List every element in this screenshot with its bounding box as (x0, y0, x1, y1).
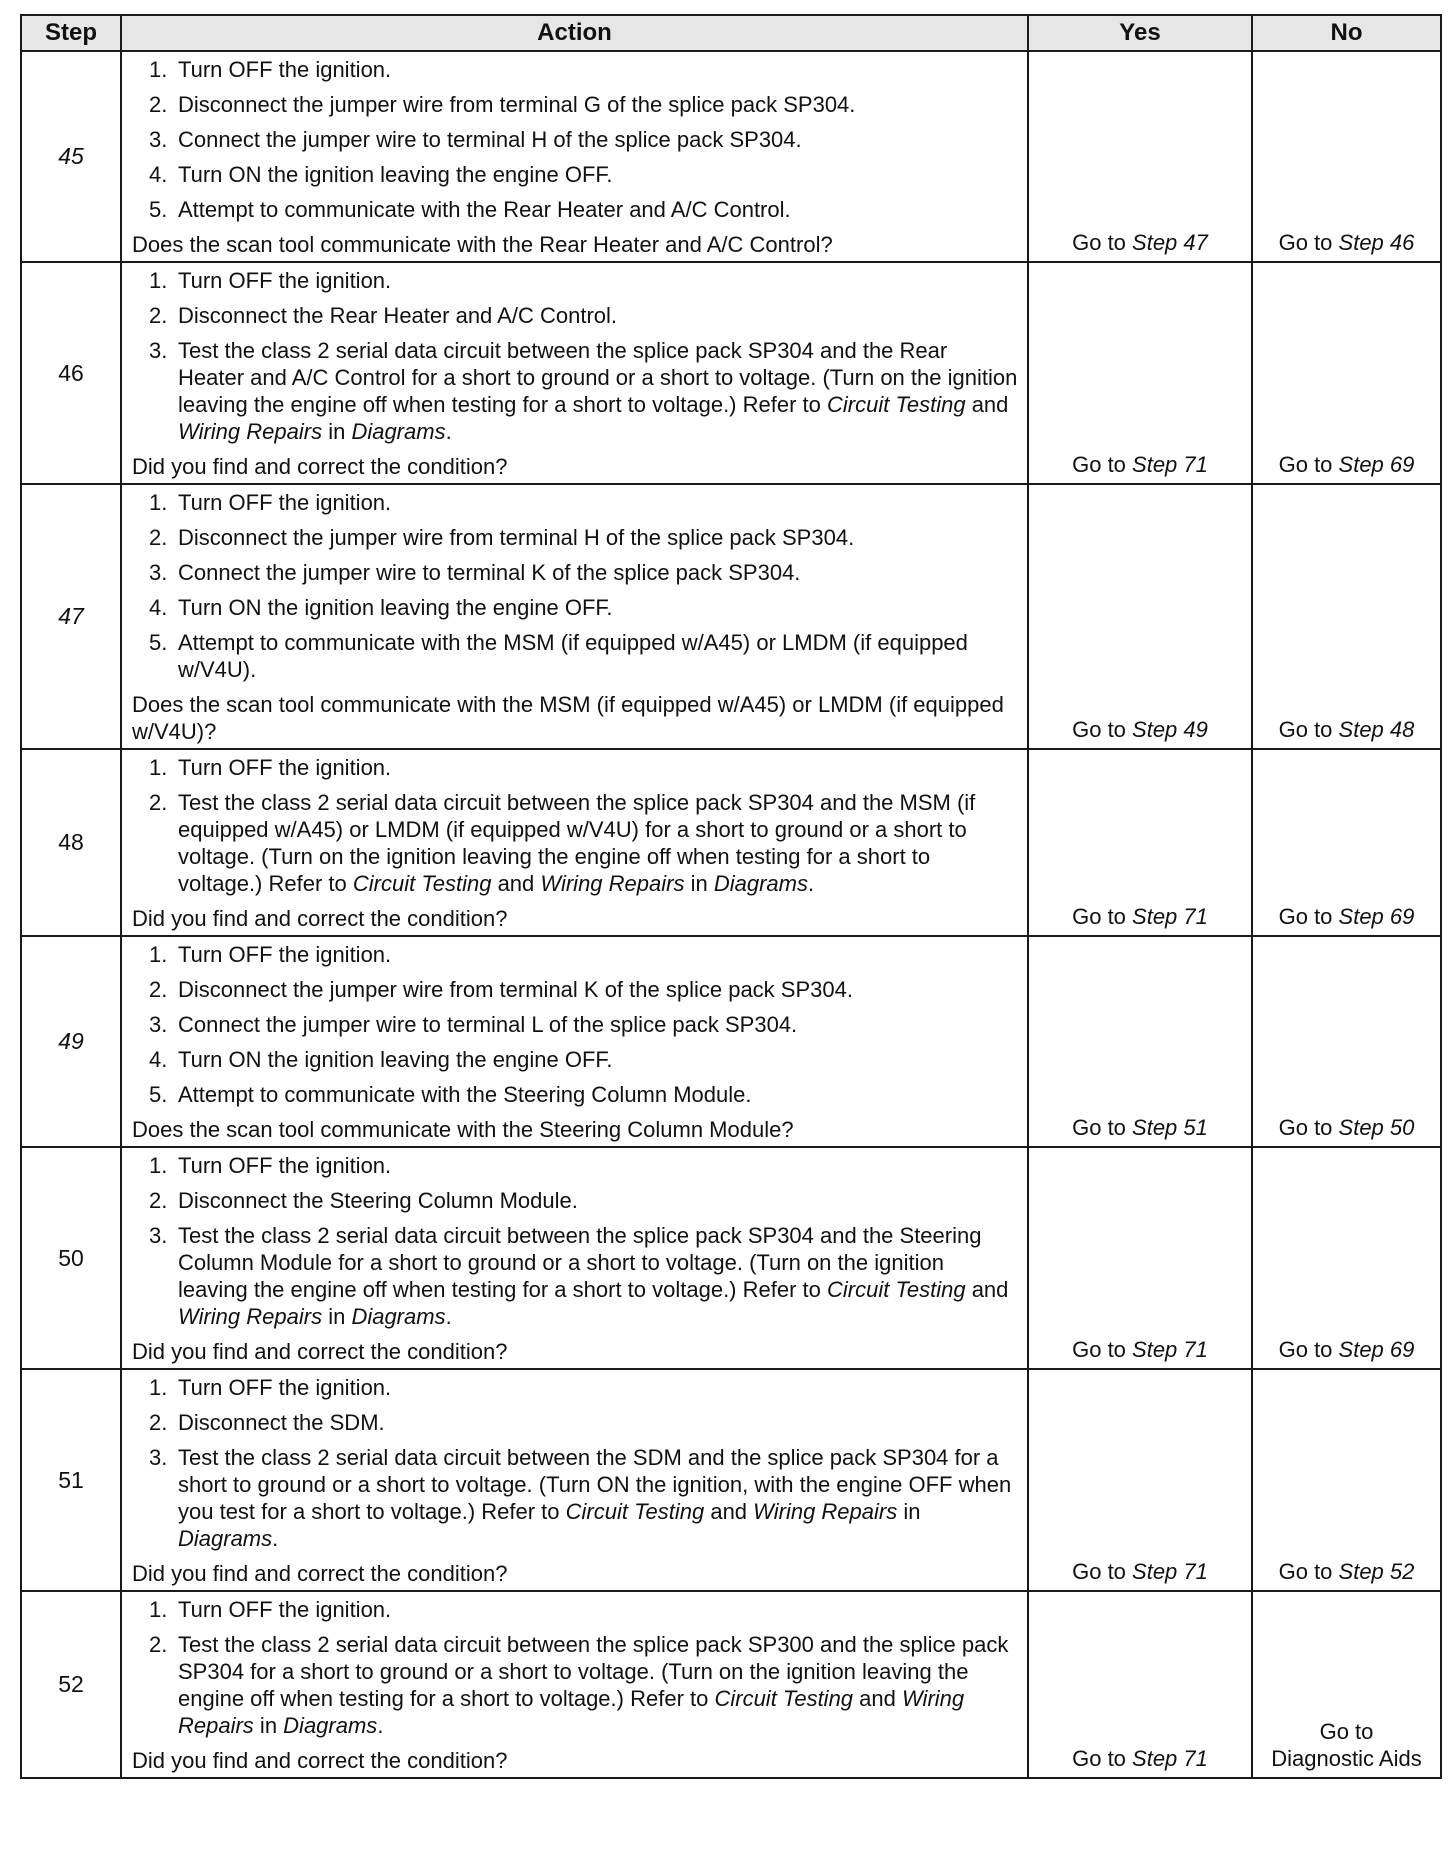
yes-cell: Go to Step 47 (1028, 51, 1252, 262)
diagnostic-table-page (20, 14, 1440, 1779)
table-row (21, 1591, 1441, 1778)
table-row (21, 484, 1441, 749)
step-link[interactable]: Step 69 (1338, 452, 1415, 477)
action-cell (121, 749, 1028, 936)
header-yes: Yes (1028, 15, 1252, 51)
list-item: 1. Turn OFF the ignition. (149, 268, 392, 293)
yes-cell: Go to Step 51 (1028, 936, 1252, 1147)
yes-cell: Go to Step 71 (1028, 1369, 1252, 1591)
list-item: 1. Turn OFF the ignition. (149, 755, 392, 780)
list-item: 2. Disconnect the jumper wire from terminal K of the splice pack SP304. (149, 977, 853, 1002)
step-link[interactable]: Step 71 (1132, 904, 1208, 929)
table-row (21, 51, 1441, 262)
action-cell (121, 1147, 1028, 1369)
step-link[interactable]: Step 48 (1338, 717, 1415, 742)
list-item: 3. Test the class 2 serial data circuit between the SDM and the splice pack SP304 for a short to ground or a short to voltage. (Turn ON the ignition, with the engine OFF when you test for a short to voltage.) Refer to Circuit Testing and Wiring Repairs in Diagrams. (149, 1445, 1012, 1551)
list-item: 1. Turn OFF the ignition. (149, 942, 392, 967)
no-cell: Go to Step 46 (1252, 51, 1441, 262)
header-action: Action (121, 15, 1028, 51)
diagnostic-aids-link[interactable]: Diagnostic Aids (1271, 1746, 1422, 1771)
step-link[interactable]: Step 71 (1132, 1559, 1208, 1584)
list-item: 2. Disconnect the Steering Column Module. (149, 1188, 578, 1213)
question: Did you find and correct the condition? (132, 454, 508, 479)
list-item: 5. Attempt to communicate with the MSM (if equipped w/A45) or LMDM (if equipped w/V4U). (149, 630, 968, 682)
step-link[interactable]: Step 69 (1338, 1337, 1415, 1362)
list-item: 3. Connect the jumper wire to terminal L of the splice pack SP304. (149, 1012, 798, 1037)
step-number: 47 (21, 484, 121, 749)
no-cell: Go to Diagnostic Aids (1252, 1591, 1441, 1778)
table-row (21, 1147, 1441, 1369)
list-item: 3. Connect the jumper wire to terminal H of the splice pack SP304. (149, 127, 802, 152)
header-step: Step (21, 15, 121, 51)
question: Did you find and correct the condition? (132, 906, 508, 931)
list-item: 3. Connect the jumper wire to terminal K of the splice pack SP304. (149, 560, 801, 585)
list-item: 4. Turn ON the ignition leaving the engine OFF. (149, 1047, 613, 1072)
question: Did you find and correct the condition? (132, 1748, 508, 1773)
list-item: 1. Turn OFF the ignition. (149, 1375, 392, 1400)
step-link[interactable]: Step 69 (1338, 904, 1415, 929)
yes-cell: Go to Step 71 (1028, 1591, 1252, 1778)
list-item: 4. Turn ON the ignition leaving the engine OFF. (149, 595, 613, 620)
question: Did you find and correct the condition? (132, 1339, 508, 1364)
table-row (21, 749, 1441, 936)
no-cell: Go to Step 52 (1252, 1369, 1441, 1591)
header-row (21, 15, 1441, 51)
list-item: 5. Attempt to communicate with the Steering Column Module. (149, 1082, 752, 1107)
step-number: 50 (21, 1147, 121, 1369)
list-item: 2. Disconnect the SDM. (149, 1410, 385, 1435)
step-number: 49 (21, 936, 121, 1147)
list-item: 4. Turn ON the ignition leaving the engine OFF. (149, 162, 613, 187)
step-number: 51 (21, 1369, 121, 1591)
step-number: 48 (21, 749, 121, 936)
list-item: 1. Turn OFF the ignition. (149, 57, 392, 82)
table-row (21, 262, 1441, 484)
yes-cell: Go to Step 71 (1028, 749, 1252, 936)
step-link[interactable]: Step 50 (1338, 1115, 1415, 1140)
step-number: 46 (21, 262, 121, 484)
list-item: 1. Turn OFF the ignition. (149, 490, 392, 515)
list-item: 1. Turn OFF the ignition. (149, 1153, 392, 1178)
yes-cell: Go to Step 71 (1028, 262, 1252, 484)
step-link[interactable]: Step 71 (1132, 452, 1208, 477)
step-link[interactable]: Step 52 (1338, 1559, 1415, 1584)
action-cell (121, 484, 1028, 749)
step-link[interactable]: Step 46 (1338, 230, 1415, 255)
step-link[interactable]: Step 51 (1132, 1115, 1208, 1140)
step-link[interactable]: Step 49 (1132, 717, 1208, 742)
diagnostic-table (20, 14, 1442, 1779)
no-cell: Go to Step 69 (1252, 1147, 1441, 1369)
action-cell (121, 1369, 1028, 1591)
step-link[interactable]: Step 71 (1132, 1337, 1208, 1362)
action-cell (121, 51, 1028, 262)
list-item: 2. Test the class 2 serial data circuit between the splice pack SP300 and the splice pack SP304 for a short to ground or a short to voltage. (Turn on the ignition leaving the engine off when testing for a short to voltage.) Refer to Circuit Testing and Wiring Repairs in Diagrams. (149, 1632, 1009, 1738)
action-cell (121, 1591, 1028, 1778)
yes-cell: Go to Step 71 (1028, 1147, 1252, 1369)
no-cell: Go to Step 69 (1252, 262, 1441, 484)
yes-cell: Go to Step 49 (1028, 484, 1252, 749)
step-link[interactable]: Step 47 (1132, 230, 1208, 255)
table-row (21, 1369, 1441, 1591)
question: Did you find and correct the condition? (132, 1561, 508, 1586)
list-item: 2. Disconnect the Rear Heater and A/C Control. (149, 303, 618, 328)
action-cell (121, 262, 1028, 484)
list-item: 2. Disconnect the jumper wire from terminal H of the splice pack SP304. (149, 525, 855, 550)
list-item: 3. Test the class 2 serial data circuit between the splice pack SP304 and the Steering Column Module for a short to ground or a short to voltage. (Turn on the ignition leaving the engine off when testing for a short to voltage.) Refer to Circuit Testing and Wiring Repairs in Diagrams. (149, 1223, 1009, 1329)
list-item: 1. Turn OFF the ignition. (149, 1597, 392, 1622)
action-cell (121, 936, 1028, 1147)
list-item: 2. Disconnect the jumper wire from terminal G of the splice pack SP304. (149, 92, 856, 117)
list-item: 3. Test the class 2 serial data circuit between the splice pack SP304 and the Rear Heater and A/C Control for a short to ground or a short to voltage. (Turn on the ignition leaving the engine off when testing for a short to voltage.) Refer to Circuit Testing and Wiring Repairs in Diagrams. (149, 338, 1018, 444)
no-cell: Go to Step 50 (1252, 936, 1441, 1147)
list-item: 5. Attempt to communicate with the Rear Heater and A/C Control. (149, 197, 791, 222)
no-cell: Go to Step 69 (1252, 749, 1441, 936)
list-item: 2. Test the class 2 serial data circuit between the splice pack SP304 and the MSM (if equipped w/A45) or LMDM (if equipped w/V4U) for a short to ground or a short to voltage. (Turn on the ignition leaving the engine off when testing for a short to voltage.) Refer to Circuit Testing and Wiring Repairs in Diagrams. (149, 790, 976, 896)
question: Does the scan tool communicate with the Rear Heater and A/C Control? (132, 232, 833, 257)
step-number: 52 (21, 1591, 121, 1778)
step-number: 45 (21, 51, 121, 262)
header-no: No (1252, 15, 1441, 51)
step-link[interactable]: Step 71 (1132, 1746, 1208, 1771)
question: Does the scan tool communicate with the MSM (if equipped w/A45) or LMDM (if equipped w/V4U)? (132, 692, 1004, 744)
question: Does the scan tool communicate with the Steering Column Module? (132, 1117, 794, 1142)
no-cell: Go to Step 48 (1252, 484, 1441, 749)
table-row (21, 936, 1441, 1147)
